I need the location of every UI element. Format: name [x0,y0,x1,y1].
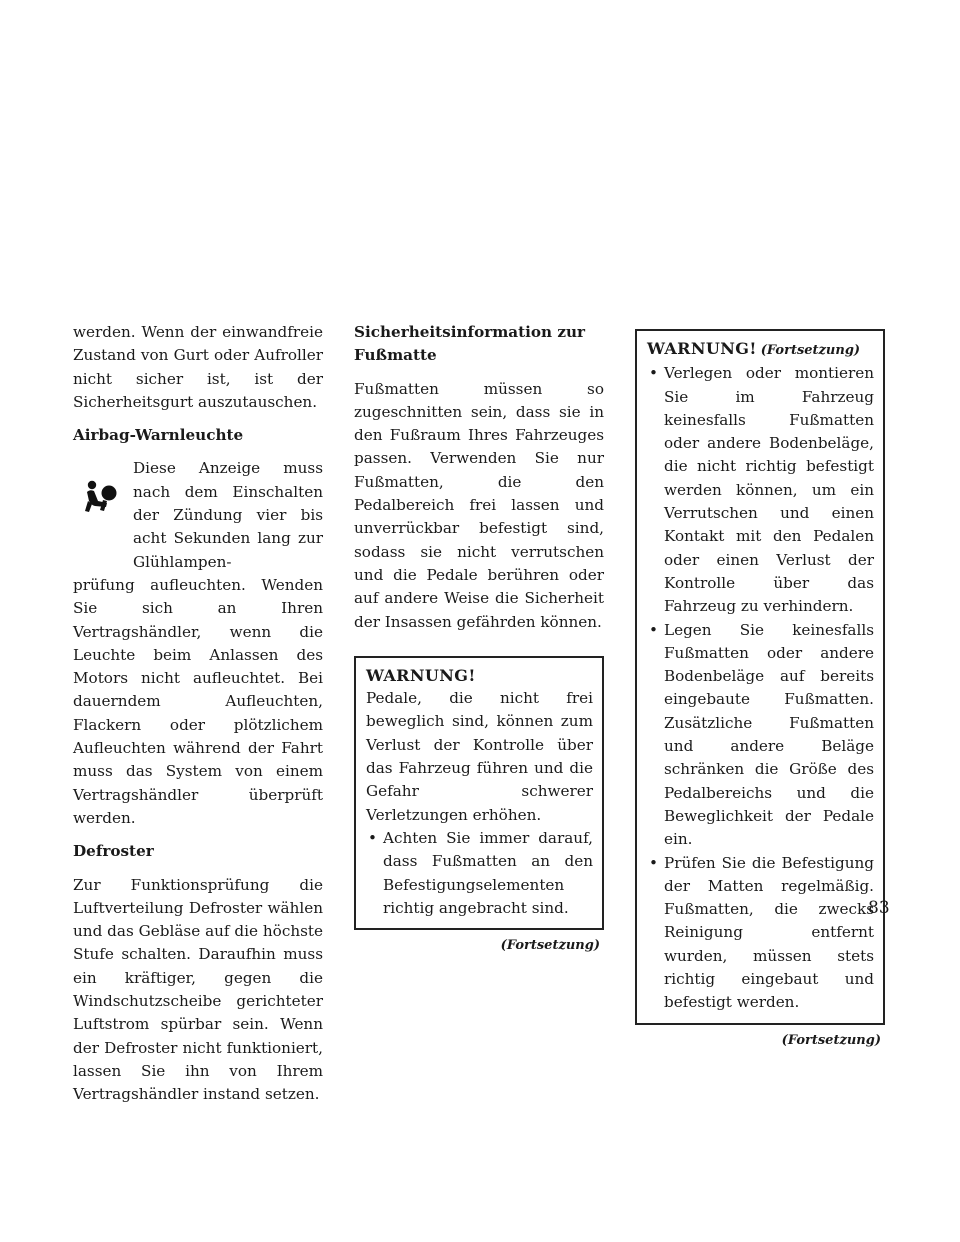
defroster-paragraph: Zur Funktionsprüfung die Luftverteilung Defroster wählen und das Gebläse auf die höchste Stufe schalten. Daraufhin muss ein kräftiger, gegen die Windschutzscheibe gerichteter Luftstrom spürbar sein. Wenn der Defroster nicht funktioniert, lassen Sie ihn von Ihrem Vertragshändler instand setzen. [73,875,323,1104]
column-right [635,329,885,1052]
column-left [73,321,323,1107]
warning-box [354,656,604,930]
floormat-heading: Sicherheitsinformation zur Fußmatte [354,323,586,365]
airbag-heading: Airbag-Warnleuchte [73,426,244,445]
airbag-text-indented: Diese Anzeige muss nach dem Einschalten der Zündung vier bis acht Sekunden lang zur Glühlampen- [133,459,323,571]
warning-title [647,337,874,362]
warning-text: Pedale, die nicht frei beweglich sind, können zum Verlust der Kontrolle über das Fahrzeug führen und die Gefahr schwerer Verletzungen erhöhen. [366,689,593,824]
warning-box-continued [635,329,885,1025]
floormat-paragraph: Fußmatten müssen so zugeschnitten sein, dass sie in den Fußraum Ihres Fahrzeuges passen. Verwenden Sie nur Fußmatten, die den Pedalbereich frei lassen und unverrückbar befestigt sind, sodass sie nicht verrutschen und die Pedale berühren oder auf andere Weise die Sicherheit der Insassen gefährden können. [354,379,604,631]
defroster-heading: Defroster [73,842,154,861]
warning-bullet: • Verlegen oder montieren Sie im Fahrzeug keinesfalls Fußmatten oder andere Bodenbeläge, die nicht richtig befestigt werden können, um ein Verrutschen und einen Kontakt mit den Pedalen oder einen Verlust der Kontrolle über das Fahrzeug zu verhindern. [647,362,874,618]
column-middle [354,321,604,957]
continued-label: (Fortsetzung) [781,1032,881,1048]
warning-bullet: • Legen Sie keinesfalls Fußmatten oder andere Bodenbeläge auf bereits eingebaute Fußmatten. Zusätzliche Fußmatten und andere Beläge schränken die Größe des Pedalbereichs und die Beweglichkeit der Pedale ein. [647,619,874,852]
airbag-section [73,457,323,830]
warning-bullet: • Achten Sie immer darauf, dass Fußmatten an den Befestigungselementen richtig angebracht sind. [366,827,593,920]
airbag-warning-icon [83,479,119,513]
continued-label: (Fortsetzung) [500,938,600,954]
warning-bullet: • Prüfen Sie die Befestigung der Matten regelmäßig. Fußmatten, die zwecks Reinigung entfernt wurden, müssen stets richtig eingebaut und befestigt werden. [647,852,874,1015]
warning-title-text: WARNUNG! [647,339,757,358]
warning-title: WARNUNG! [366,665,476,685]
airbag-text: prüfung aufleuchten. Wenden Sie sich an Ihren Vertragshändler, wenn die Leuchte beim Anlassen des Motors nicht aufleuchtet. Bei dauerndem Aufleuchten, Flackern oder plötzlichem Aufleuchten während der Fahrt muss das System von einem Vertragshändler überprüft werden. [73,575,323,827]
intro-paragraph: werden. Wenn der einwandfreie Zustand von Gurt oder Aufroller nicht sicher ist, ist der Sicherheitsgurt auszutauschen. [73,323,323,411]
page-number: 83 [868,898,890,918]
warning-title-continued: (Fortsetzung) [760,343,861,358]
